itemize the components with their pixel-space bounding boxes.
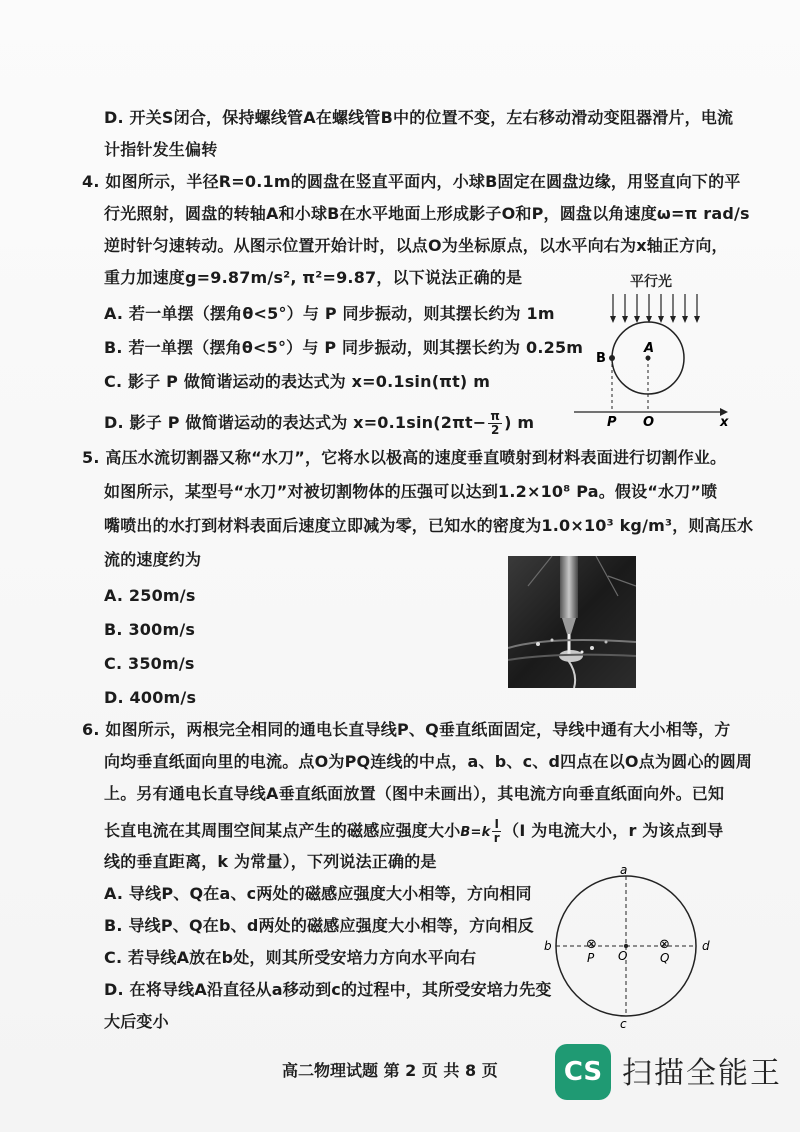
q5-stem-line1: 5. 高压水流切割器又称“水刀”，它将水以极高的速度垂直喷射到材料表面进行切割作业。: [82, 448, 727, 467]
q3-option-d-line1: D. 开关S闭合，保持螺线管A在螺线管B中的位置不变，左右移动滑动变阻器滑片，电流: [104, 108, 734, 127]
q4-label-x: x: [720, 415, 729, 428]
q6-label-p: P: [587, 951, 595, 965]
q6-option-a: A. 导线P、Q在a、c两处的磁感应强度大小相等，方向相同: [104, 884, 532, 903]
q6-wire-p-cross-icon: ⊗: [586, 937, 597, 952]
q6-label-b: b: [544, 939, 552, 953]
q6-option-d-line2: 大后变小: [104, 1012, 169, 1031]
page-footer: 高二物理试题 第 2 页 共 8 页: [282, 1061, 498, 1080]
q5-option-a: A. 250m/s: [104, 586, 196, 605]
q6-line4-formula: B=k: [460, 825, 491, 840]
q5-stem-line3: 嘴喷出的水打到材料表面后速度立即减为零，已知水的密度为1.0×10³ kg/m³，则高压水: [104, 516, 754, 535]
q5-stem-line2: 如图所示，某型号“水刀”对被切割物体的压强可以达到1.2×10⁸ Pa。假设“水刀”喷: [104, 482, 718, 501]
q5-waterjet-photo: [508, 556, 636, 688]
q4-label-b: B: [596, 351, 606, 366]
q6-option-c: C. 若导线A放在b处，则其所受安培力方向水平向右: [104, 948, 477, 967]
q4-stem-line3: 逆时针匀速转动。从图示位置开始计时，以点O为坐标原点，以水平向右为x轴正方向，: [104, 236, 728, 255]
q4-stem-line2: 行光照射，圆盘的转轴A和小球B在水平地面上形成影子O和P，圆盘以角速度ω=π rad/s: [104, 204, 750, 223]
q6-line4-num: I: [494, 817, 500, 831]
q6-circle-figure: [540, 862, 720, 1032]
q6-stem-line2: 向均垂直纸面向里的电流。点O为PQ连线的中点，a、b、c、d四点在以O点为圆心的圆周: [104, 752, 753, 771]
q6-label-a: a: [620, 863, 628, 877]
q6-stem-line5: 线的垂直距离，k 为常量），下列说法正确的是: [104, 852, 437, 871]
q4-option-a: A. 若一单摆（摆角θ<5°）与 P 同步振动，则其摆长约为 1m: [104, 304, 555, 323]
q5-option-d: D. 400m/s: [104, 688, 197, 707]
q4-option-d-prefix: D. 影子 P 做简谐运动的表达式为 x=0.1sin(2πt−: [104, 413, 487, 432]
q4-light-arrows: [613, 294, 697, 318]
q6-center-o: [624, 944, 628, 948]
q6-label-q: Q: [660, 951, 670, 965]
q6-option-b: B. 导线P、Q在b、d两处的磁感应强度大小相等，方向相反: [104, 916, 534, 935]
q4-label-p: P: [607, 415, 617, 428]
q4-option-d: [104, 410, 534, 437]
q4-disk-figure: [570, 268, 740, 428]
q6-line4-prefix: 长直电流在其周围空间某点产生的磁感应强度大小: [104, 821, 461, 840]
q6-label-d: d: [702, 939, 710, 953]
q6-stem-line1: 6. 如图所示，两根完全相同的通电长直导线P、Q垂直纸面固定，导线中通有大小相等，方: [82, 720, 731, 739]
q5-option-c: C. 350m/s: [104, 654, 195, 673]
q6-line4-den: r: [493, 831, 500, 845]
q6-stem-line4: [104, 818, 723, 845]
q4-option-d-num: π: [490, 409, 501, 423]
q5-stem-line4: 流的速度约为: [104, 550, 202, 569]
q5-option-b: B. 300m/s: [104, 620, 196, 639]
camscanner-watermark-text: 扫描全能王: [622, 1056, 782, 1091]
q6-wire-q-cross-icon: ⊗: [659, 937, 670, 952]
q6-option-d-line1: D. 在将导线A沿直径从a移动到c的过程中，其所受安培力先变: [104, 980, 552, 999]
camscanner-logo-icon: CS: [555, 1044, 611, 1100]
q4-stem-line1: 4. 如图所示，半径R=0.1m的圆盘在竖直平面内，小球B固定在圆盘边缘，用竖直向下的平: [82, 172, 741, 191]
q4-option-d-den: 2: [490, 423, 500, 437]
q3-option-d-line2: 计指针发生偏转: [104, 140, 218, 159]
q4-stem-line4: 重力加速度g=9.87m/s², π²=9.87，以下说法正确的是: [104, 268, 523, 287]
q4-option-b: B. 若一单摆（摆角θ<5°）与 P 同步振动，则其摆长约为 0.25m: [104, 338, 584, 357]
q4-label-a: A: [644, 341, 655, 356]
q4-option-d-fraction: [488, 410, 502, 437]
q6-line4-suffix: （I 为电流大小，r 为该点到导: [503, 821, 724, 840]
q6-line4-fraction: [492, 818, 501, 845]
q6-label-o: O: [618, 949, 628, 963]
q6-stem-line3: 上。另有通电长直导线A垂直纸面放置（图中未画出），其电流方向垂直纸面向外。已知: [104, 784, 725, 803]
q4-label-o: O: [643, 415, 655, 428]
q4-option-c: C. 影子 P 做简谐运动的表达式为 x=0.1sin(πt) m: [104, 372, 491, 391]
q4-light-label: 平行光: [630, 274, 672, 290]
q4-option-d-suffix: ) m: [504, 413, 535, 432]
q6-label-c: c: [620, 1017, 627, 1031]
